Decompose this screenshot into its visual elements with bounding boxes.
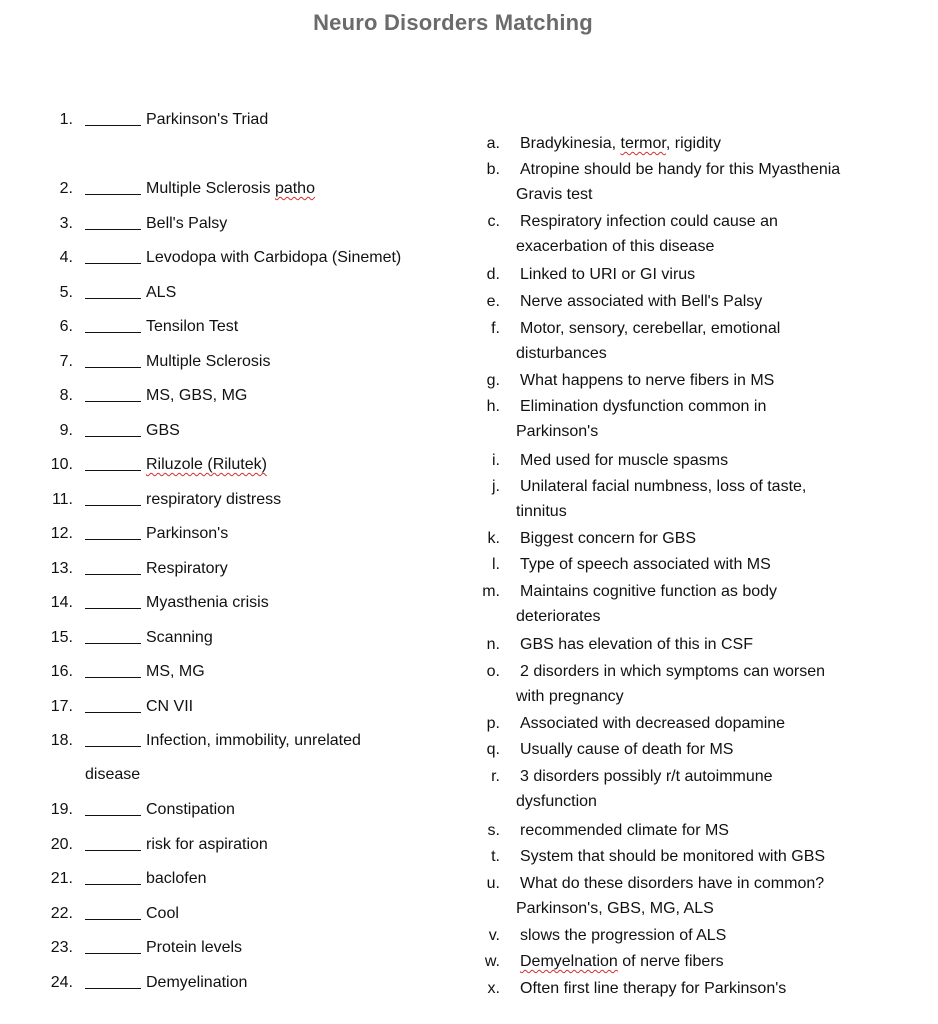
item-number: 12. [50,525,73,542]
item-letter: d. [486,266,500,283]
item-letter: a. [486,135,500,152]
item-letter: h. [486,398,500,415]
item-label [146,316,238,338]
answer-blank [85,470,141,471]
item-text: Constipation [146,801,235,818]
item-text: MS, GBS, MG [146,387,248,404]
item-text: Multiple Sclerosis [146,180,275,197]
item-continuation: Parkinson's, GBS, MG, ALS [516,900,714,917]
item-label [520,554,771,576]
item-label [520,528,696,550]
item-text: What do these disorders have in common? [520,875,825,892]
item-continuation: disturbances [516,345,607,362]
misspelled-word: Demyelnation [520,953,618,970]
item-continuation: disease [85,766,141,783]
answer-blank [85,229,141,230]
item-text: System that should be monitored with GBS [520,848,826,865]
item-number: 8. [59,387,73,404]
item-text: Motor, sensory, cerebellar, emotional [520,320,781,337]
item-label [520,581,777,603]
answer-blank [85,298,141,299]
item-letter: b. [486,161,500,178]
answer-blank [85,608,141,609]
item-letter: n. [486,636,500,653]
item-letter: u. [486,875,500,892]
item-text-after: of nerve fibers [617,953,724,970]
item-label [520,925,726,947]
item-number: 19. [50,801,73,818]
item-label [520,264,695,286]
answer-blank [85,850,141,851]
item-label [146,972,247,994]
item-letter: q. [486,741,500,758]
item-text: Usually cause of death for MS [520,741,734,758]
item-label [146,558,228,580]
item-letter: m. [482,583,500,600]
item-text: Tensilon Test [146,318,239,335]
item-continuation: Gravis test [516,186,593,203]
item-label [146,282,176,304]
item-label [520,766,773,788]
misspelled-word: Riluzole (Rilutek) [146,456,267,473]
item-text: GBS has elevation of this in CSF [520,636,753,653]
item-number: 6. [59,318,73,335]
item-letter: t. [491,848,500,865]
item-text: Unilateral facial numbness, loss of taste, [520,478,807,495]
item-label [520,951,724,973]
item-label [520,211,778,233]
item-label [520,159,840,181]
item-text: Type of speech associated with MS [520,556,771,573]
answer-blank [85,919,141,920]
answer-blank [85,436,141,437]
item-label [146,730,361,752]
answer-blank [85,194,141,195]
item-number: 21. [50,870,73,887]
answer-blank [85,677,141,678]
item-label [520,291,762,313]
answer-blank [85,401,141,402]
item-number: 5. [59,284,73,301]
item-label [520,476,806,498]
item-text: Atropine should be handy for this Myasthenia [520,161,841,178]
item-number: 13. [50,560,73,577]
item-letter: s. [487,822,500,839]
item-text: 3 disorders possibly r/t autoimmune [520,768,773,785]
answer-blank [85,712,141,713]
item-text: Elimination dysfunction common in [520,398,767,415]
item-label [520,318,780,340]
item-text: Associated with decreased dopamine [520,715,786,732]
item-letter: i. [492,452,500,469]
answer-blank [85,539,141,540]
item-label [146,178,315,200]
item-text: Protein levels [146,939,243,956]
item-number: 17. [50,698,73,715]
item-letter: o. [486,663,500,680]
item-text: Biggest concern for GBS [520,530,697,547]
item-text: slows the progression of ALS [520,927,727,944]
item-letter: f. [491,320,500,337]
item-text-after: , rigidity [665,135,721,152]
item-label [146,351,270,373]
item-label [146,109,268,131]
answer-blank [85,505,141,506]
page-title: Neuro Disorders Matching [313,10,593,35]
item-continuation: exacerbation of this disease [516,238,715,255]
item-number: 1. [59,111,73,128]
item-text: baclofen [146,870,207,887]
item-number: 7. [59,353,73,370]
item-number: 22. [50,905,73,922]
misspelled-word: patho [274,180,315,197]
item-letter: j. [492,478,500,495]
item-number: 23. [50,939,73,956]
answer-blank [85,643,141,644]
answer-blank [85,367,141,368]
item-number: 24. [50,974,73,991]
item-label [146,834,268,856]
answer-blank [85,746,141,747]
answer-blank [85,988,141,989]
item-letter: p. [486,715,500,732]
item-label [520,713,785,735]
item-continuation: tinnitus [516,503,567,520]
item-label [146,868,207,890]
item-letter: c. [487,213,500,230]
item-continuation: deteriorates [516,608,601,625]
item-label [520,873,824,895]
item-number: 3. [59,215,73,232]
item-text: respiratory distress [146,491,282,508]
item-label [520,820,729,842]
item-text: Infection, immobility, unrelated [146,732,361,749]
item-label [146,385,247,407]
item-label [146,661,205,683]
item-label [146,903,179,925]
item-letter: w. [484,953,500,970]
item-text: Cool [146,905,179,922]
item-number: 14. [50,594,73,611]
item-letter: x. [487,980,500,997]
misspelled-word: termor [620,135,666,152]
item-label [520,450,728,472]
item-text: recommended climate for MS [520,822,729,839]
item-letter: l. [492,556,500,573]
item-label [520,634,753,656]
item-text: Multiple Sclerosis [146,353,271,370]
item-text: Parkinson's Triad [146,111,269,128]
item-text: 2 disorders in which symptoms can worsen [520,663,826,680]
item-text: MS, MG [146,663,205,680]
item-label [146,937,242,959]
item-label [520,978,786,1000]
answer-blank [85,125,141,126]
item-number: 9. [59,422,73,439]
item-continuation: with pregnancy [516,688,624,705]
item-label [520,739,733,761]
item-text: risk for aspiration [146,836,268,853]
answer-blank [85,953,141,954]
item-text: CN VII [146,698,194,715]
answer-blank [85,815,141,816]
item-letter: e. [486,293,500,310]
item-text: Demyelination [146,974,248,991]
answer-blank [85,263,141,264]
item-text: Scanning [146,629,213,646]
item-label [146,799,235,821]
item-label [146,523,228,545]
item-text: Bell's Palsy [146,215,228,232]
item-label [146,696,193,718]
item-number: 16. [50,663,73,680]
item-label [520,661,825,683]
item-letter: r. [491,768,500,785]
item-text: ALS [146,284,177,301]
item-text: Myasthenia crisis [146,594,269,611]
item-label [146,420,180,442]
item-text: Often first line therapy for Parkinson's [520,980,787,997]
item-continuation: dysfunction [516,793,597,810]
item-text: Respiratory [146,560,228,577]
item-text: Nerve associated with Bell's Palsy [520,293,763,310]
answer-blank [85,574,141,575]
item-letter: v. [488,927,500,944]
item-label [146,489,281,511]
item-text: Med used for muscle spasms [520,452,729,469]
item-label [520,133,721,155]
item-label [520,846,825,868]
answer-blank [85,884,141,885]
item-number: 11. [51,491,73,508]
item-text: Respiratory infection could cause an [520,213,778,230]
item-label [146,247,401,269]
item-continuation: Parkinson's [516,423,599,440]
item-label [146,627,213,649]
answer-blank [85,332,141,333]
item-label [146,213,227,235]
item-text: Levodopa with Carbidopa (Sinemet) [146,249,402,266]
item-text: Bradykinesia, [520,135,621,152]
item-label [146,454,267,476]
item-label [520,396,766,418]
item-label [146,592,269,614]
item-text: GBS [146,422,180,439]
item-number: 18. [50,732,73,749]
item-label [520,370,774,392]
item-number: 10. [50,456,73,473]
item-text: Parkinson's [146,525,229,542]
item-text: Linked to URI or GI virus [520,266,696,283]
item-text: What happens to nerve fibers in MS [520,372,775,389]
item-number: 4. [59,249,73,266]
item-number: 2. [59,180,73,197]
item-letter: g. [486,372,500,389]
item-number: 15. [50,629,73,646]
item-number: 20. [50,836,73,853]
item-letter: k. [487,530,500,547]
item-text: Maintains cognitive function as body [520,583,778,600]
